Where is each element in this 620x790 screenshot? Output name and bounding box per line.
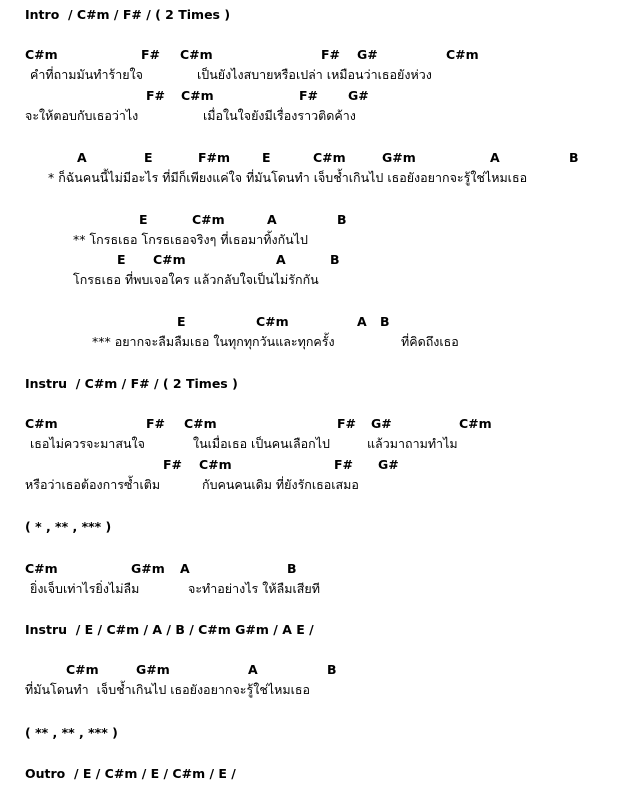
lyric: *** อยากจะลืมลืมเธอ ในทุกทุกวันและทุกครั้ง: [92, 334, 335, 349]
chord: B: [330, 252, 340, 267]
lyric: จะให้ตอบกับเธอว่าไง: [25, 108, 139, 123]
chord: C#m: [256, 314, 289, 329]
bridge-lyric-line: [0, 581, 620, 599]
lyric: เป็นยังไงสบายหรือเปล่า เหมือนว่าเธอยังห่วง: [197, 67, 432, 82]
chord: C#m: [181, 88, 214, 103]
verse2-lyric-line-2: [0, 477, 620, 495]
lyric: แล้วมาถามทำไม: [367, 436, 458, 451]
repeat-marker-1: ( * , ** , *** ): [25, 519, 112, 534]
lyric: เธอไม่ควรจะมาสนใจ: [30, 436, 145, 451]
chord: C#m: [192, 212, 225, 227]
chord: F#: [334, 457, 354, 472]
verse1-lyric-line-1: [0, 67, 620, 85]
chord: A: [248, 662, 258, 677]
chord: E: [177, 314, 186, 329]
chord: B: [327, 662, 337, 677]
chord: C#m: [184, 416, 217, 431]
chord: C#m: [459, 416, 492, 431]
chorus2-chord-line-1: [0, 212, 620, 230]
chord: G#: [357, 47, 378, 62]
chord: E: [144, 150, 153, 165]
chorus1-chord-line: [0, 150, 620, 168]
chord: C#m: [66, 662, 99, 677]
instru1-line: Instru / C#m / F# / ( 2 Times ): [25, 376, 238, 391]
chord: G#: [378, 457, 399, 472]
chord: F#: [146, 416, 166, 431]
repeat-marker-2: ( ** , ** , *** ): [25, 725, 118, 740]
chord: G#m: [131, 561, 165, 576]
chord: C#m: [446, 47, 479, 62]
chord: A: [490, 150, 500, 165]
lyric: ในเมื่อเธอ เป็นคนเลือกไป: [193, 436, 330, 451]
chord: F#: [299, 88, 319, 103]
verse2-chord-line-2: [0, 457, 620, 475]
chord: F#: [337, 416, 357, 431]
chord: A: [267, 212, 277, 227]
lyric: ที่คิดถึงเธอ: [401, 334, 459, 349]
lyric: จะทำอย่างไร ให้ลืมเสียที: [188, 581, 320, 596]
tag-chord-line: [0, 662, 620, 680]
chord: C#m: [313, 150, 346, 165]
chord: C#m: [180, 47, 213, 62]
chord: F#m: [198, 150, 231, 165]
chorus2-chord-line-2: [0, 252, 620, 270]
chord: F#: [141, 47, 161, 62]
verse2-chord-line-1: [0, 416, 620, 434]
verse2-lyric-line-1: [0, 436, 620, 454]
chord: C#m: [25, 561, 58, 576]
lyric: ยิ่งเจ็บเท่าไรยิ่งไม่ลืม: [30, 581, 140, 596]
chord: A: [276, 252, 286, 267]
lyric: หรือว่าเธอต้องการซ้ำเติม: [25, 477, 161, 492]
chord: G#: [348, 88, 369, 103]
chord: C#m: [199, 457, 232, 472]
lyric: คำที่ถามมันทำร้ายใจ: [30, 67, 143, 82]
verse1-lyric-line-2: [0, 108, 620, 126]
verse1-chord-line-2: [0, 88, 620, 106]
bridge-chord-line: [0, 561, 620, 579]
outro-line: Outro / E / C#m / E / C#m / E /: [25, 766, 236, 781]
chord: F#: [321, 47, 341, 62]
chord: G#m: [382, 150, 416, 165]
chord: F#: [163, 457, 183, 472]
chorus3-lyric-line: [0, 334, 620, 352]
chord: A: [180, 561, 190, 576]
lyric: เมื่อในใจยังมีเรื่องราวติดค้าง: [203, 108, 356, 123]
chord: C#m: [25, 416, 58, 431]
chord: C#m: [25, 47, 58, 62]
chord: B: [337, 212, 347, 227]
lyric: กับคนคนเดิม ที่ยังรักเธอเสมอ: [202, 477, 359, 492]
chorus2-lyric-line-2: โกรธเธอ ที่พบเจอใคร แล้วกลับใจเป็นไม่รักกัน: [73, 272, 319, 287]
chord: B: [287, 561, 297, 576]
chorus2-lyric-line-1: ** โกรธเธอ โกรธเธอจริงๆ ที่เธอมาทิ้งกันไป: [73, 232, 308, 247]
verse1-chord-line-1: [0, 47, 620, 65]
chord: A: [77, 150, 87, 165]
chorus1-lyric-line: * ก็ฉันคนนี้ไม่มีอะไร ที่มีก็เพียงแค่ใจ ที่มันโดนทำ เจ็บช้ำเกินไป เธอยังอยากจะรู้ใช่ไหมเธอ: [48, 170, 528, 185]
intro-line: Intro / C#m / F# / ( 2 Times ): [25, 7, 231, 22]
chord: B: [380, 314, 390, 329]
chord: A: [357, 314, 367, 329]
chord: G#m: [136, 662, 170, 677]
chord: B: [569, 150, 579, 165]
chord: G#: [371, 416, 392, 431]
chord: F#: [146, 88, 166, 103]
chord: E: [117, 252, 126, 267]
instru2-line: Instru / E / C#m / A / B / C#m G#m / A E /: [25, 622, 314, 637]
chord: E: [262, 150, 271, 165]
chorus3-chord-line: [0, 314, 620, 332]
chord: E: [139, 212, 148, 227]
chord: C#m: [153, 252, 186, 267]
tag-lyric-line: ที่มันโดนทำ เจ็บช้ำเกินไป เธอยังอยากจะรู้ใช่ไหมเธอ: [25, 682, 310, 697]
